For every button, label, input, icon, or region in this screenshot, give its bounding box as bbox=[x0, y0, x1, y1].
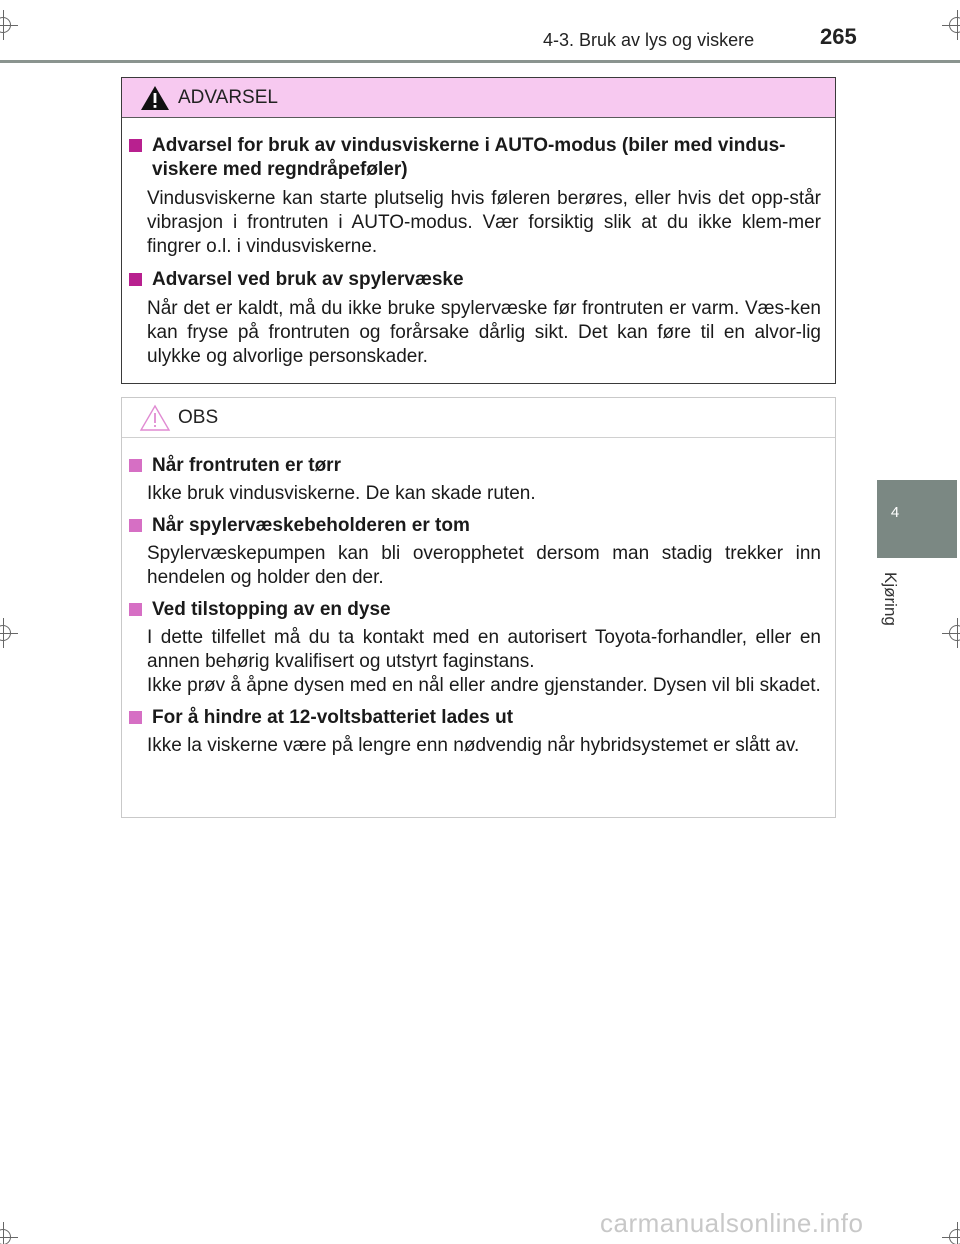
item-title-text: Ved tilstopping av en dyse bbox=[152, 599, 391, 620]
square-bullet-icon bbox=[129, 459, 147, 472]
item-title bbox=[129, 598, 821, 621]
item-title-text: Advarsel for bruk av vindusviskerne i AUTO-modus (biler med vindus-viskere med regndråpeføler) bbox=[152, 135, 786, 180]
chapter-number: 4 bbox=[890, 504, 900, 521]
item-text: Når det er kaldt, må du ikke bruke spylervæske før frontruten er varm. Væs-ken kan fryse på frontruten og forårsake dårlig sikt. Det kan føre til en alvor-lig ulykke og alvorlige personskader. bbox=[147, 298, 821, 367]
page-number: 265 bbox=[820, 24, 857, 49]
item-title bbox=[129, 268, 821, 292]
item-text: Ikke la viskerne være på lengre enn nødvendig når hybridsystemet er slått av. bbox=[147, 735, 800, 756]
square-bullet-icon bbox=[129, 711, 147, 724]
list-item bbox=[129, 514, 821, 590]
item-title bbox=[129, 706, 821, 729]
item-text: Spylervæskepumpen kan bli overopphetet dersom man stadig trekker inn hendelen og holder den der. bbox=[147, 543, 821, 588]
header-rule bbox=[0, 60, 960, 63]
item-title-text: Når spylervæskebeholderen er tom bbox=[152, 515, 470, 536]
notice-body bbox=[122, 438, 835, 758]
registration-mark-mid-left bbox=[0, 618, 18, 648]
watermark: carmanualsonline.info bbox=[600, 1208, 864, 1238]
list-item bbox=[129, 134, 821, 259]
chapter-label: Kjøring bbox=[881, 572, 900, 626]
chapter-tab[interactable] bbox=[877, 480, 957, 558]
item-title-text: Advarsel ved bruk av spylervæske bbox=[152, 269, 464, 290]
warning-box bbox=[121, 77, 836, 384]
square-bullet-icon bbox=[129, 603, 147, 616]
square-bullet-icon bbox=[129, 139, 147, 152]
item-text: Vindusviskerne kan starte plutselig hvis føleren berøres, eller hvis det opp-står vibrasjon i frontruten i AUTO-modus. Vær forsiktig slik at du ikke klem-mer fingrer o.l. i vindusviskerne. bbox=[147, 188, 821, 257]
warning-label: ADVARSEL bbox=[178, 87, 278, 108]
list-item bbox=[129, 454, 821, 506]
caution-outline-triangle-icon bbox=[139, 404, 171, 432]
notice-header bbox=[122, 398, 835, 438]
item-title bbox=[129, 514, 821, 537]
square-bullet-icon bbox=[129, 273, 147, 286]
section-title: 4-3. Bruk av lys og viskere bbox=[543, 30, 755, 50]
warning-body bbox=[122, 118, 835, 369]
list-item bbox=[129, 706, 821, 758]
registration-mark-top-left bbox=[0, 10, 18, 40]
registration-mark-mid-right bbox=[942, 618, 960, 648]
registration-mark-bottom-left bbox=[0, 1222, 18, 1244]
warning-triangle-icon bbox=[139, 84, 171, 112]
registration-mark-bottom-right bbox=[942, 1222, 960, 1244]
item-text: I dette tilfellet må du ta kontakt med en autorisert Toyota-forhandler, eller en annen behørig kvalifisert og utstyrt faginstans. bbox=[147, 627, 821, 672]
item-title bbox=[129, 454, 821, 477]
list-item bbox=[129, 598, 821, 698]
notice-box bbox=[121, 397, 836, 818]
item-title bbox=[129, 134, 821, 182]
registration-mark-top-right bbox=[942, 10, 960, 40]
item-title-text: For å hindre at 12-voltsbatteriet lades ut bbox=[152, 707, 514, 728]
item-title-text: Når frontruten er tørr bbox=[152, 455, 341, 476]
item-text: Ikke bruk vindusviskerne. De kan skade ruten. bbox=[147, 483, 536, 504]
notice-label: OBS bbox=[178, 407, 219, 428]
warning-header bbox=[122, 78, 835, 118]
square-bullet-icon bbox=[129, 519, 147, 532]
list-item bbox=[129, 268, 821, 369]
item-text-secondary: Ikke prøv å åpne dysen med en nål eller andre gjenstander. Dysen vil bli skadet. bbox=[147, 675, 821, 696]
